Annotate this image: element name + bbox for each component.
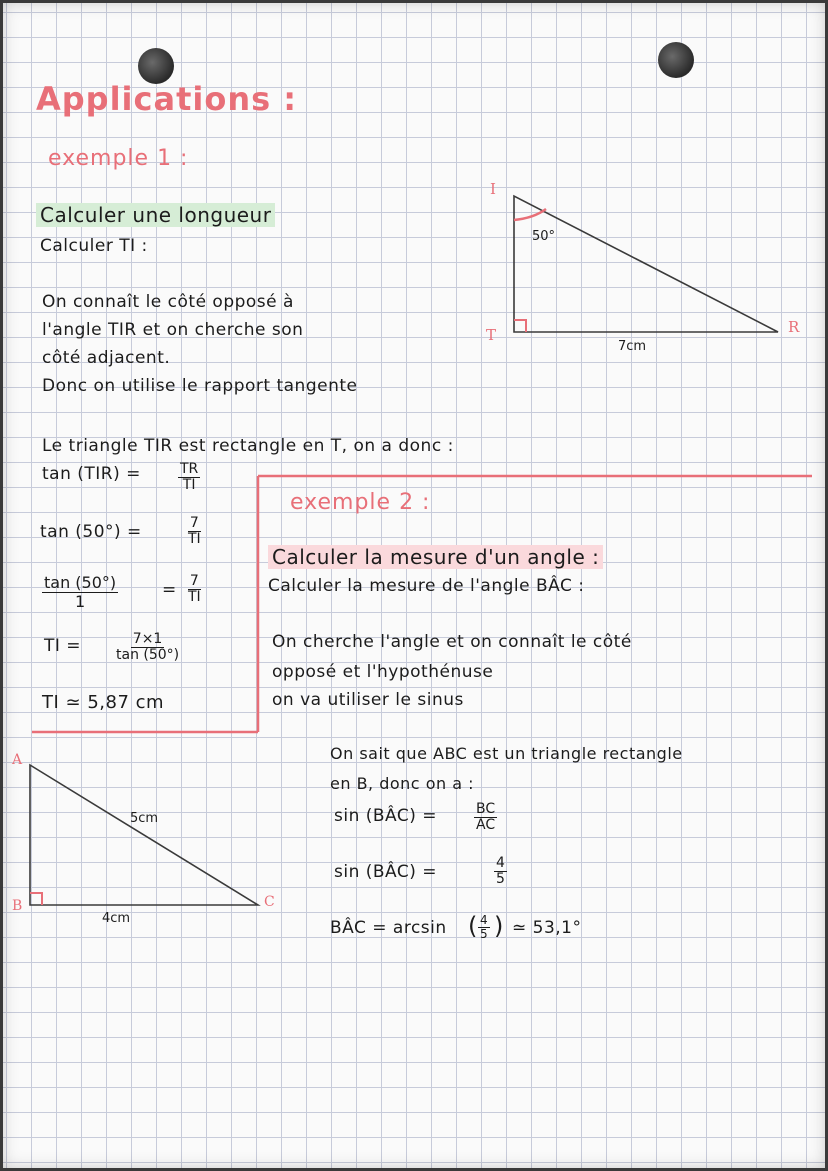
example-1-reasoning-line: Donc on utilise le rapport tangente: [42, 376, 358, 396]
vertex-label-b: B: [12, 898, 23, 914]
formula-5-result: TI ≃ 5,87 cm: [42, 692, 165, 713]
numerator: 7: [189, 573, 199, 589]
numerator: 7: [189, 515, 199, 531]
triangle-abc: [30, 765, 258, 905]
denominator: TI: [188, 589, 201, 605]
formula-4-left: TI =: [44, 636, 82, 656]
numerator: 4: [496, 855, 505, 871]
example-1-reasoning-line: On connaît le côté opposé à: [42, 292, 294, 312]
page-title: Applications :: [36, 80, 298, 118]
denominator: 5: [480, 927, 488, 941]
right-angle-mark-b: [30, 893, 42, 905]
numerator: 7×1: [132, 631, 163, 647]
example-1-statement: Le triangle TIR est rectangle en T, on a donc :: [42, 436, 454, 456]
example-2-reasoning-line: opposé et l'hypothénuse: [272, 662, 494, 682]
example-2-subtask: Calculer la mesure de l'angle BÂC :: [268, 576, 585, 596]
right-angle-mark-t: [514, 320, 526, 332]
numerator: TR: [180, 461, 199, 477]
numerator: 4: [480, 913, 488, 927]
example-2-statement: en B, donc on a :: [330, 774, 474, 793]
denominator: 1: [74, 592, 86, 611]
denominator: TI: [182, 477, 196, 493]
vertex-label-r: R: [788, 318, 800, 336]
denominator: AC: [476, 817, 496, 833]
formula-2-left: tan (50°) =: [40, 522, 142, 542]
denominator: 5: [496, 871, 505, 887]
angle-label: 50°: [532, 229, 556, 244]
sin-formula-3-result: ≃ 53,1°: [512, 918, 582, 938]
example-2-statement: On sait que ABC est un triangle rectangle: [330, 744, 683, 763]
vertex-label-i: I: [490, 180, 496, 198]
vertex-label-c: C: [264, 894, 275, 910]
denominator: tan (50°): [116, 647, 180, 663]
denominator: TI: [188, 531, 201, 547]
side-label-bc: 4cm: [102, 911, 131, 926]
numerator: tan (50°): [44, 573, 117, 592]
example-1-heading: exemple 1 :: [48, 146, 189, 171]
sin-formula-3-left: BÂC = arcsin: [330, 918, 447, 938]
side-label-ac: 5cm: [130, 811, 159, 826]
example-2-reasoning-line: On cherche l'angle et on connaît le côté: [272, 632, 632, 652]
example-2-reasoning-line: on va utiliser le sinus: [272, 690, 464, 710]
paren-open: (: [468, 912, 478, 940]
example-1-subtask: Calculer TI :: [40, 236, 148, 256]
example-1-reasoning-line: l'angle TIR et on cherche son: [42, 320, 304, 340]
example-2-heading: exemple 2 :: [290, 490, 431, 515]
sin-formula-2-left: sin (BÂC) =: [334, 862, 438, 882]
example-1-reasoning-line: côté adjacent.: [42, 348, 171, 368]
example-2-task: Calculer la mesure d'un angle :: [268, 545, 603, 569]
side-label-tr: 7cm: [618, 339, 647, 354]
numerator: BC: [476, 801, 496, 817]
paren-close: ): [494, 912, 504, 940]
triangle-tir: [514, 196, 778, 332]
vertex-label-a: A: [12, 752, 23, 768]
vertex-label-t: T: [486, 326, 497, 344]
sin-formula-1-left: sin (BÂC) =: [334, 806, 438, 826]
example-1-task: Calculer une longueur: [36, 203, 275, 227]
formula-3-equals: =: [162, 580, 177, 600]
formula-1-left: tan (TIR) =: [42, 464, 141, 484]
